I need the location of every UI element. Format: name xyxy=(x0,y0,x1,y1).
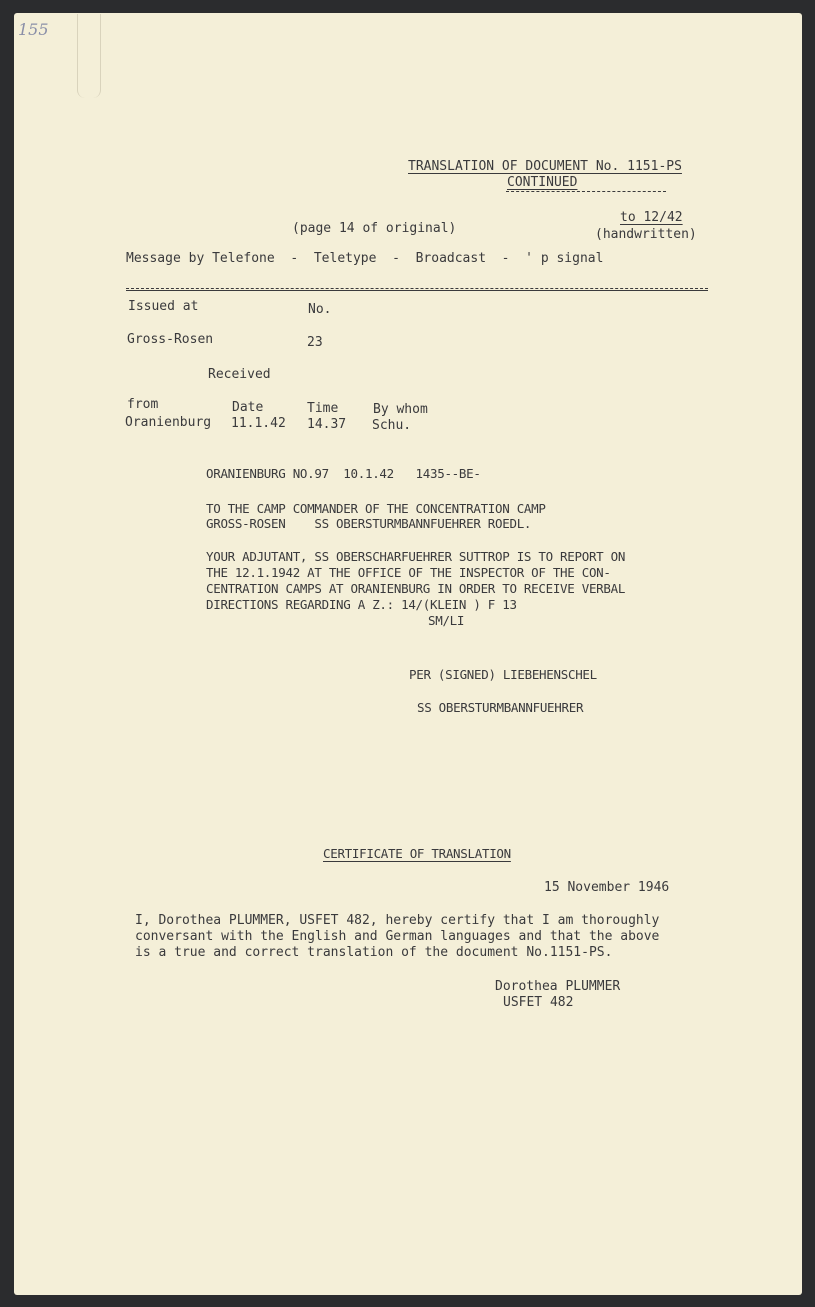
archive-mark: 155 xyxy=(18,20,49,39)
telegram-body-line-1: YOUR ADJUTANT, SS OBERSCHARFUEHRER SUTTROP IS TO REPORT ON xyxy=(206,549,626,564)
header-rule xyxy=(126,290,708,291)
certificate-title: CERTIFICATE OF TRANSLATION xyxy=(323,846,511,861)
telegram-body-line-5: SM/LI xyxy=(428,613,465,628)
received-label: Received xyxy=(208,367,271,382)
telegram-body-line-4: DIRECTIONS REGARDING A Z.: 14/(KLEIN ) F 13 xyxy=(206,597,517,612)
subtitle-dash-rule xyxy=(506,191,666,192)
from-label: from xyxy=(127,397,159,412)
telegram-header: ORANIENBURG NO.97 10.1.42 1435--BE- xyxy=(206,466,481,481)
issued-at-label: Issued at xyxy=(128,299,199,314)
certificate-date: 15 November 1946 xyxy=(544,880,670,895)
header-divider xyxy=(126,288,708,289)
document-subtitle: CONTINUED xyxy=(507,175,578,190)
page-reference: (page 14 of original) xyxy=(292,221,457,236)
time-value: 14.37 xyxy=(307,417,347,432)
telegram-to-line-2: GROSS-ROSEN SS OBERSTURMBANNFUEHRER ROEDL. xyxy=(206,516,532,531)
to-reference: to 12/42 xyxy=(620,210,683,225)
by-whom-value: Schu. xyxy=(372,418,412,433)
document-page xyxy=(14,13,802,1295)
no-label: No. xyxy=(308,302,332,317)
date-value: 11.1.42 xyxy=(231,416,286,431)
certificate-line-3: is a true and correct translation of the document No.1151-PS. xyxy=(135,945,613,960)
message-by-line: Message by Telefone - Teletype - Broadcast - ' p signal xyxy=(126,251,604,266)
signed-line: PER (SIGNED) LIEBEHENSCHEL xyxy=(409,667,597,682)
staple-mark xyxy=(77,14,101,98)
from-value: Oranienburg xyxy=(125,415,212,430)
issued-number: 23 xyxy=(307,335,323,350)
rank-line: SS OBERSTURMBANNFUEHRER xyxy=(417,700,584,715)
signer-unit: USFET 482 xyxy=(503,995,574,1010)
by-whom-label: By whom xyxy=(373,402,428,417)
telegram-body-line-2: THE 12.1.1942 AT THE OFFICE OF THE INSPECTOR OF THE CON- xyxy=(206,565,611,580)
certificate-line-1: I, Dorothea PLUMMER, USFET 482, hereby certify that I am thoroughly xyxy=(135,913,660,928)
date-label: Date xyxy=(232,400,264,415)
time-label: Time xyxy=(307,401,339,416)
telegram-to-line-1: TO THE CAMP COMMANDER OF THE CONCENTRATION CAMP xyxy=(206,501,546,516)
document-title: TRANSLATION OF DOCUMENT No. 1151-PS xyxy=(408,159,682,174)
certificate-line-2: conversant with the English and German languages and that the above xyxy=(135,929,660,944)
handwritten-note: (handwritten) xyxy=(595,227,697,242)
issued-place: Gross-Rosen xyxy=(127,332,214,347)
telegram-body-line-3: CENTRATION CAMPS AT ORANIENBURG IN ORDER TO RECEIVE VERBAL xyxy=(206,581,626,596)
signer-name: Dorothea PLUMMER xyxy=(495,979,621,994)
